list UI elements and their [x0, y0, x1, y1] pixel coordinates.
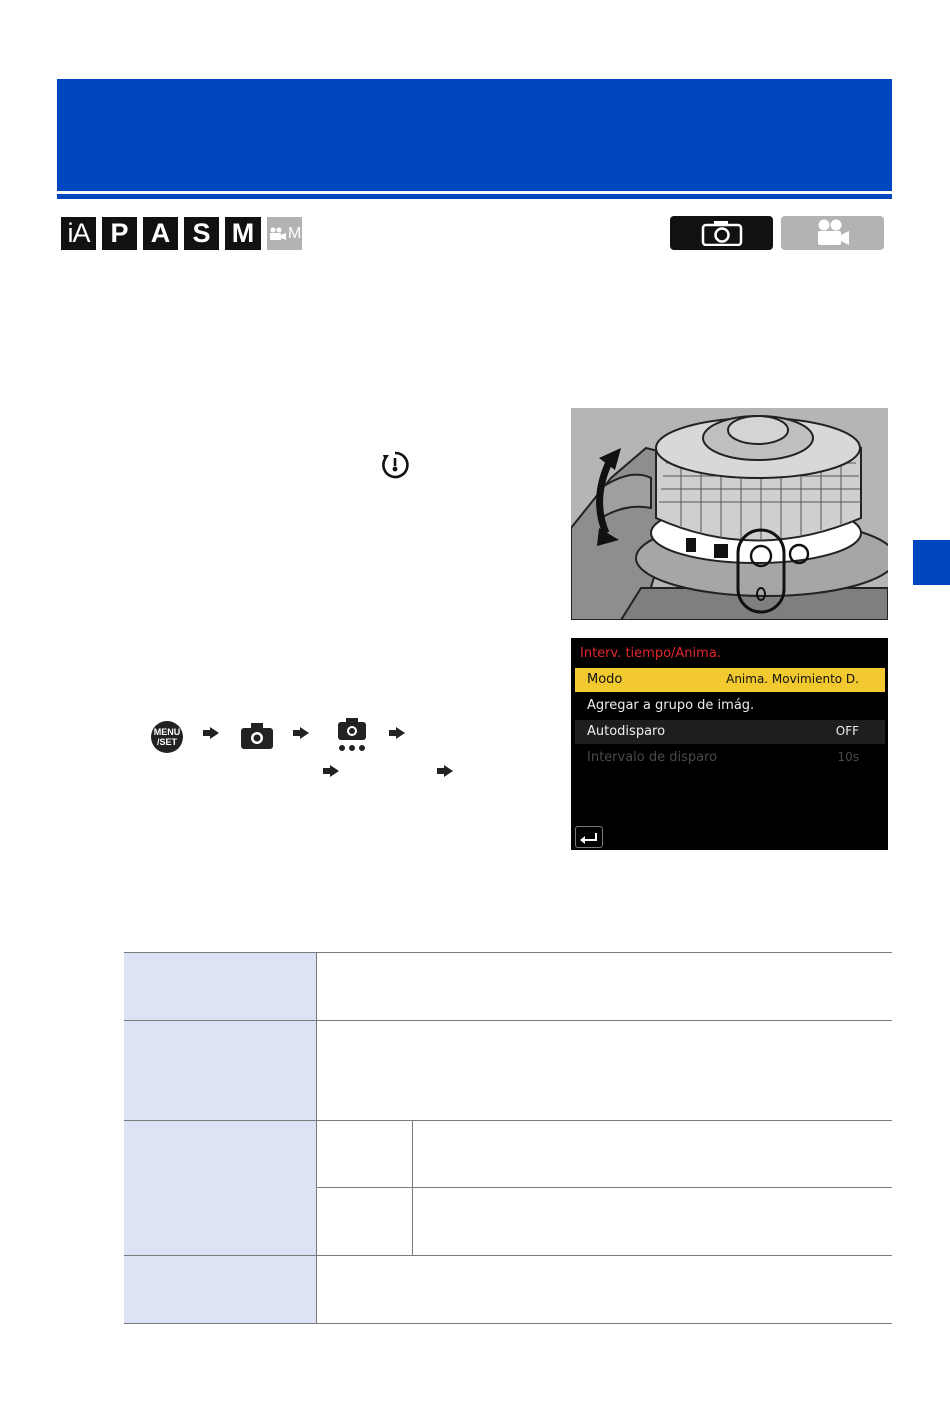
menu-row-autodisparo[interactable] — [575, 720, 885, 744]
table-row-header — [124, 1121, 316, 1255]
table-column-rule — [316, 952, 317, 1324]
table-rule — [124, 1255, 892, 1256]
video-camera-icon — [815, 219, 851, 247]
menu-row-modo[interactable] — [575, 668, 885, 692]
table-row-header — [124, 1256, 316, 1323]
table-rule — [124, 1020, 892, 1021]
menu-title: Interv. tiempo/Anima. — [580, 646, 721, 661]
table-rule — [124, 952, 892, 953]
table-row-header — [124, 953, 316, 1020]
menu-row-intervalo — [575, 746, 885, 770]
menu-screenshot — [571, 638, 888, 850]
menu-row-label: Intervalo de disparo — [587, 750, 718, 765]
menu-row-label: Agregar a grupo de imág. — [587, 698, 755, 713]
menu-row-value: OFF — [835, 724, 859, 738]
menu-row-label: Autodisparo — [587, 724, 666, 739]
table-row-header — [124, 1021, 316, 1120]
table-rule — [316, 1187, 892, 1188]
mode-badge-ia: iA — [61, 217, 96, 250]
menu-row-agregar[interactable] — [575, 694, 885, 718]
camera-icon — [240, 722, 274, 750]
svg-text:/SET: /SET — [156, 737, 178, 747]
mode-badge-a: A — [143, 217, 178, 250]
arrow-icon — [300, 727, 309, 739]
menu-row-label: Modo — [587, 672, 623, 687]
menu-set-icon — [150, 720, 184, 754]
movie-mode-label: M — [288, 225, 302, 242]
table-rule — [124, 1120, 892, 1121]
header-rule — [57, 194, 892, 199]
mode-badge-movie — [267, 217, 302, 250]
drive-dial-illustration — [571, 408, 888, 620]
camera-icon — [701, 220, 743, 246]
page-header-banner — [57, 79, 892, 191]
arrow-icon — [396, 727, 405, 739]
movie-camera-icon — [269, 227, 287, 241]
table-column-rule — [412, 1120, 413, 1255]
drive-dial-drawing — [571, 408, 888, 620]
tab-video — [781, 216, 884, 250]
svg-text:MENU: MENU — [153, 727, 181, 737]
mode-badge-m: M — [225, 217, 261, 250]
menu-row-value: Anima. Movimiento D. — [726, 672, 859, 686]
camera-sub-icon — [336, 718, 368, 752]
mode-badge-s: S — [184, 217, 219, 250]
arrow-icon — [210, 727, 219, 739]
menu-back-button[interactable] — [575, 826, 603, 848]
menu-row-value: 10s — [837, 750, 859, 764]
mode-badge-p: P — [102, 217, 137, 250]
interval-timer-icon — [379, 449, 411, 481]
arrow-icon — [330, 765, 339, 777]
table-rule — [124, 1323, 892, 1324]
chapter-side-tab — [913, 540, 950, 585]
arrow-icon — [444, 765, 453, 777]
tab-photo — [670, 216, 773, 250]
back-arrow-icon — [576, 827, 602, 847]
